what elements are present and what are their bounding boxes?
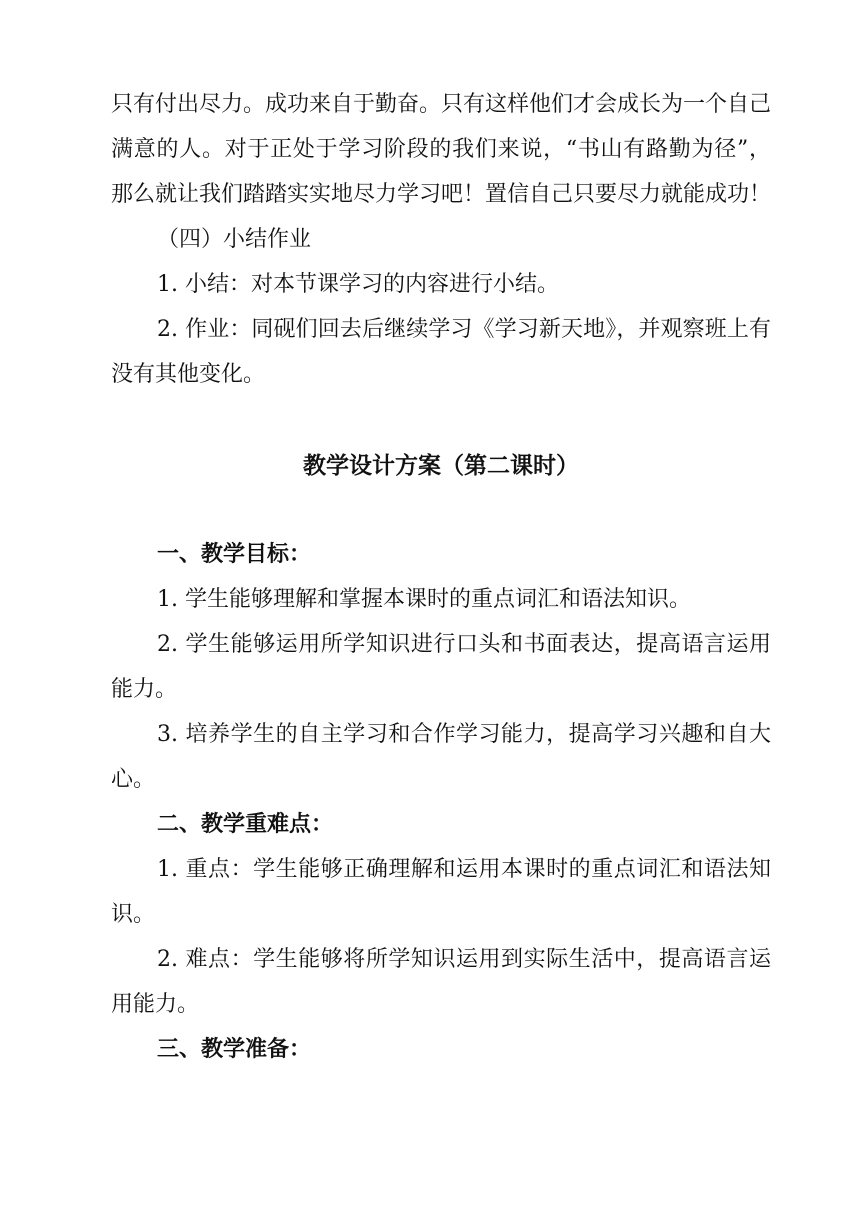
key-point-item: 1. 重点：学生能够正确理解和运用本课时的重点词汇和语法知识。 bbox=[111, 857, 771, 927]
key-point-item: 2. 难点：学生能够将所学知识运用到实际生活中，提高语言运用能力。 bbox=[111, 947, 771, 1017]
objectives-heading: 一、教学目标： bbox=[157, 541, 312, 567]
spacer bbox=[111, 397, 771, 443]
subsection-heading-summary: （四）小结作业 bbox=[157, 227, 312, 252]
objective-item: 2. 学生能够运用所学知识进行口头和书面表达，提高语言运用能力。 bbox=[111, 632, 771, 702]
key-points-heading: 二、教学重难点： bbox=[157, 811, 334, 837]
paragraph-continued: 只有付出尽力。成功来自于勤奋。只有这样他们才会成长为一个自己满意的人。对于正处于学习阶段的我们来说，“书山有路勤为径”，那么就让我们踏踏实实地尽力学习吧！置信自己只要尽力就能成功！ bbox=[111, 92, 772, 207]
section-title: 教学设计方案（第二课时） bbox=[303, 452, 579, 479]
preparation-heading: 三、教学准备： bbox=[157, 1036, 312, 1062]
summary-item: 1. 小结：对本节课学习的内容进行小结。 bbox=[157, 272, 559, 297]
document-page bbox=[111, 82, 771, 1072]
spacer bbox=[111, 488, 771, 532]
homework-item: 2. 作业：同砚们回去后继续学习《学习新天地》，并观察班上有没有其他变化。 bbox=[111, 317, 771, 387]
objective-item: 3. 培养学生的自主学习和合作学习能力，提高学习兴趣和自大心。 bbox=[111, 722, 771, 792]
objective-item: 1. 学生能够理解和掌握本课时的重点词汇和语法知识。 bbox=[157, 587, 691, 612]
